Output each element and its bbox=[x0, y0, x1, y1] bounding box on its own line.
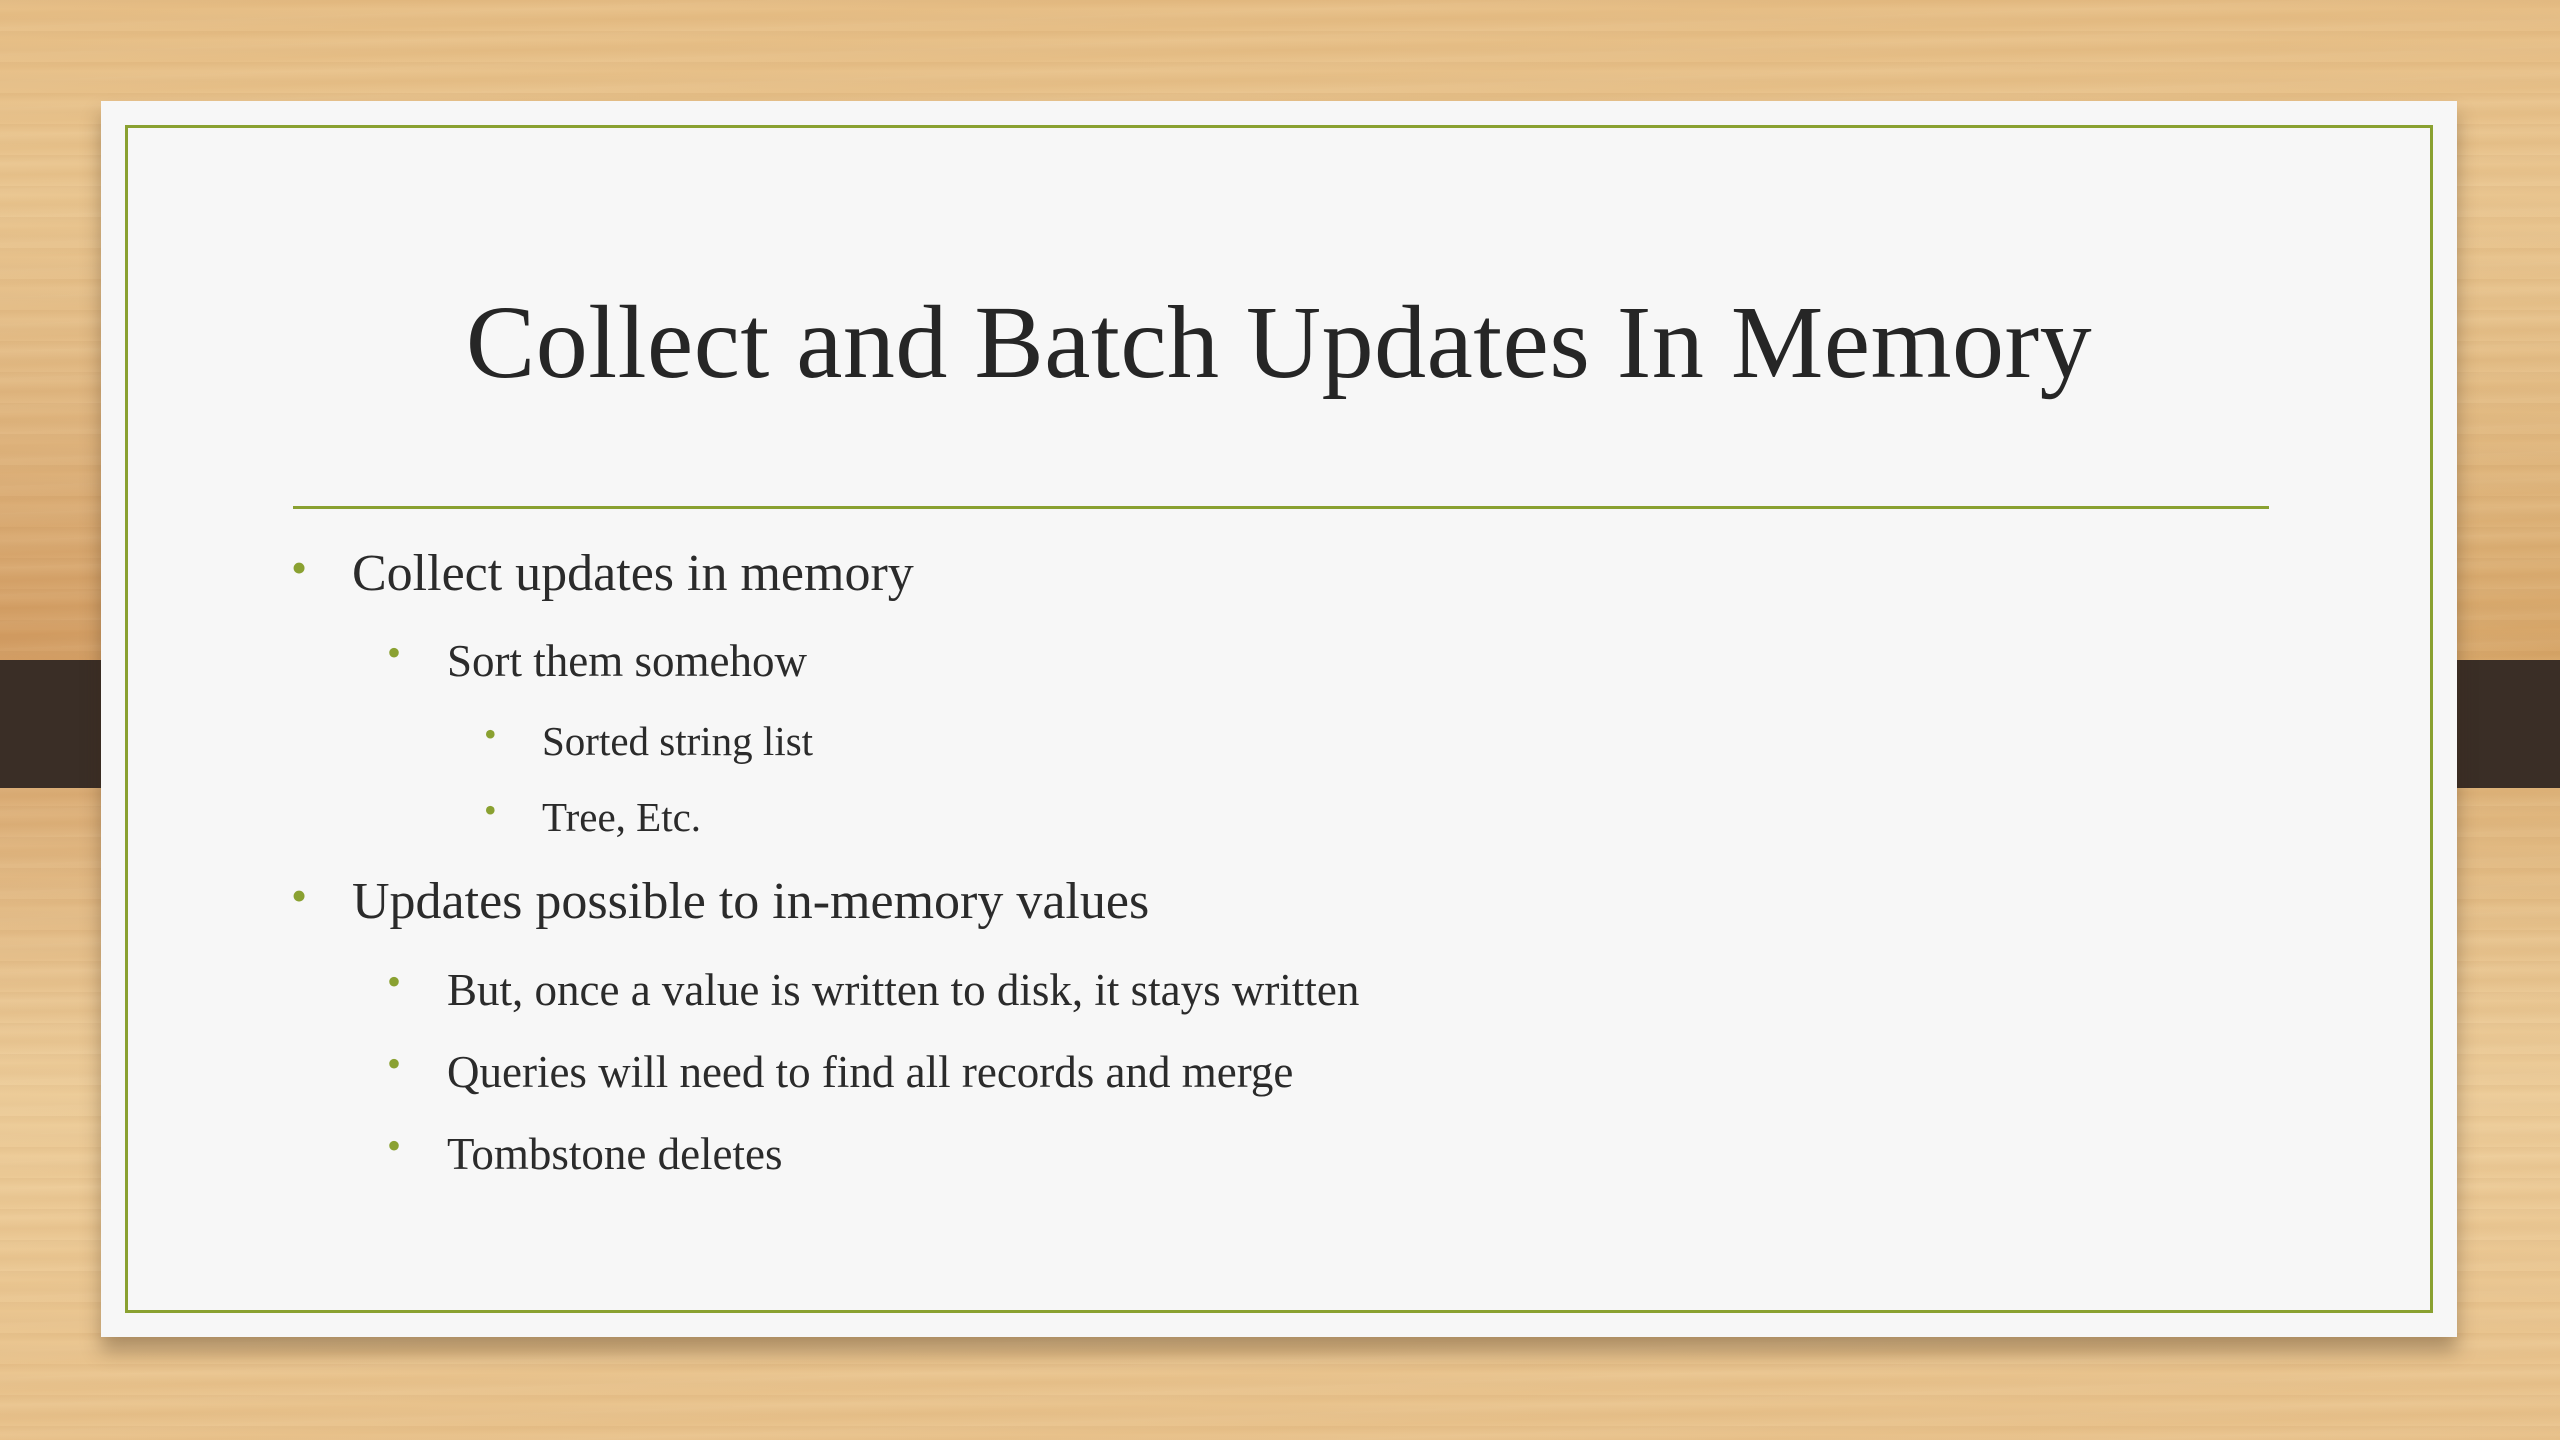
bullet-level2: But, once a value is written to disk, it stays written bbox=[447, 965, 1360, 1015]
bullet-level3: Sorted string list bbox=[542, 718, 814, 764]
slide-title: Collect and Batch Updates In Memory bbox=[465, 285, 2093, 400]
bullet-level2: Sort them somehow bbox=[447, 636, 807, 686]
bullet-marker: • bbox=[387, 630, 402, 675]
title-divider bbox=[293, 506, 2269, 509]
bullet-marker: • bbox=[484, 714, 497, 754]
bullet-level1: Collect updates in memory bbox=[352, 545, 914, 602]
bullet-marker: • bbox=[387, 959, 402, 1004]
bullet-marker: • bbox=[387, 1123, 402, 1168]
bullet-level2: Queries will need to find all records and merge bbox=[447, 1047, 1294, 1097]
slide-card bbox=[101, 101, 2457, 1337]
bullet-level1: Updates possible to in-memory values bbox=[352, 873, 1150, 930]
bullet-marker: • bbox=[291, 542, 308, 593]
bullet-level2: Tombstone deletes bbox=[447, 1129, 783, 1179]
bullet-marker: • bbox=[484, 790, 497, 830]
bullet-marker: • bbox=[291, 870, 308, 921]
bullet-level3: Tree, Etc. bbox=[542, 794, 702, 840]
bullet-marker: • bbox=[387, 1041, 402, 1086]
